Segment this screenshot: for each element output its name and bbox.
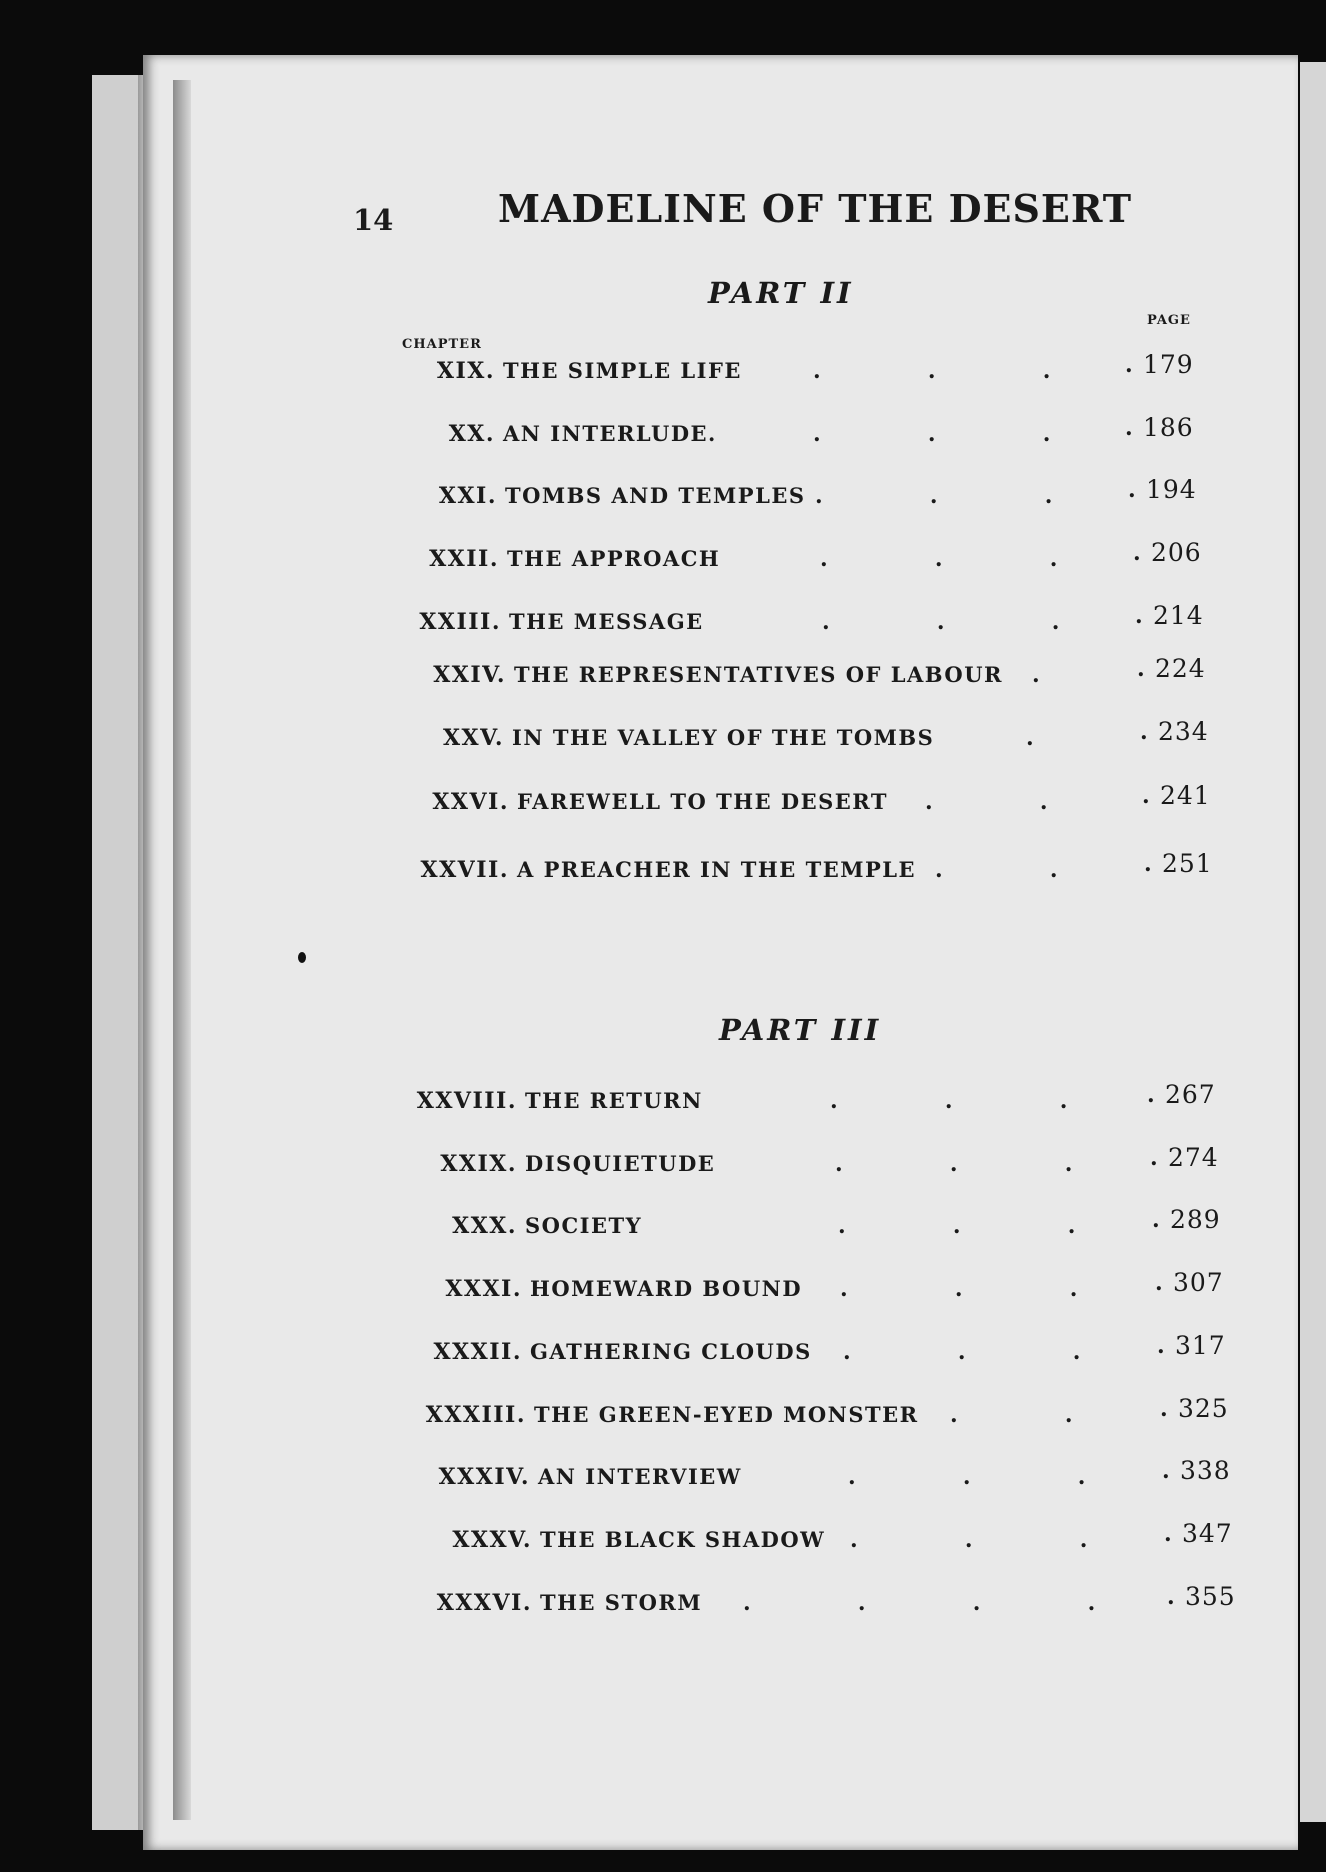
chapter-page-number: 325 [1178,1394,1229,1423]
chapter-number: XXXI. [445,1276,522,1302]
chapter-title: FAREWELL TO THE DESERT [517,789,888,814]
chapter-number: XXI. [438,483,497,509]
book-page [143,55,1298,1850]
part-iii-heading: PART III [719,1013,882,1047]
chapter-title: AN INTERVIEW [538,1464,742,1489]
chapter-title: THE APPROACH [507,546,721,571]
chapter-page-number: 274 [1168,1143,1219,1172]
chapter-title: AN INTERLUDE. [503,421,717,446]
chapter-page-number: 355 [1185,1582,1236,1611]
chapter-number: XXX. [452,1213,517,1239]
leader-dots: . . [950,1402,1073,1428]
chapter-title: DISQUIETUDE [525,1151,716,1176]
page-leader-dot: . [1150,1145,1158,1171]
page-leader-dot: . [1164,1521,1172,1547]
chapter-number: XXXIII. [425,1402,526,1428]
chapter-number: XIX. [436,358,495,384]
leader-dots: . . [925,789,1048,815]
page-leader-dot: . [1128,477,1136,503]
chapter-number: XXXV. [452,1527,532,1553]
chapter-title: GATHERING CLOUDS [530,1339,812,1364]
leader-dots: . . . [813,421,1051,447]
chapter-number: XXIV. [433,662,506,688]
leader-dots: . . . [830,1088,1068,1114]
chapter-page-number: 241 [1160,781,1211,810]
chapter-title: THE MESSAGE [509,609,704,634]
leader-dots: . . . [815,483,1053,509]
page-number: 14 [353,203,394,237]
chapter-page-number: 206 [1151,538,1202,567]
chapter-title: TOMBS AND TEMPLES [505,483,806,508]
chapter-number: XXVI. [432,789,509,815]
leader-dots: . . . [822,609,1060,635]
page-leader-dot: . [1167,1584,1175,1610]
chapter-number: XXVII. [420,857,509,883]
page-leader-dot: . [1125,415,1133,441]
leader-dots: . [1032,662,1040,688]
chapter-title: THE GREEN-EYED MONSTER [534,1402,919,1427]
leader-dots: . . [935,857,1058,883]
leader-dots: . . . [840,1276,1078,1302]
chapter-number: XX. [448,421,495,447]
leader-dots: . . . [838,1213,1076,1239]
page-binding-shadow [173,80,191,1820]
ink-speck [298,952,306,963]
chapter-page-number: 317 [1175,1331,1226,1360]
page-leader-dot: . [1147,1082,1155,1108]
chapter-page-number: 347 [1182,1519,1233,1548]
chapter-title: A PREACHER IN THE TEMPLE [517,857,917,882]
chapter-page-number: 224 [1155,654,1206,683]
book-title: MADELINE OF THE DESERT [498,186,1133,231]
chapter-title: THE RETURN [525,1088,703,1113]
chapter-page-number: 186 [1143,413,1194,442]
leader-dots: . . . [835,1151,1073,1177]
leader-dots: . . . . [743,1590,1096,1616]
chapter-number: XXV. [442,725,504,751]
leader-dots: . . . [813,358,1051,384]
chapter-column-label: CHAPTER [402,337,482,352]
chapter-number: XXXVI. [436,1590,532,1616]
chapter-title: THE STORM [540,1590,703,1615]
chapter-page-number: 338 [1180,1456,1231,1485]
page-leader-dot: . [1135,603,1143,629]
chapter-page-number: 267 [1165,1080,1216,1109]
leader-dots: . . . [820,546,1058,572]
chapter-title: IN THE VALLEY OF THE TOMBS [512,725,935,750]
chapter-page-number: 289 [1170,1205,1221,1234]
chapter-page-number: 251 [1162,849,1213,878]
chapter-number: XXIX. [440,1151,517,1177]
page-leader-dot: . [1144,851,1152,877]
chapter-number: XXVIII. [416,1088,517,1114]
chapter-title: THE BLACK SHADOW [540,1527,826,1552]
chapter-number: XXXIV. [438,1464,530,1490]
page-leader-dot: . [1160,1396,1168,1422]
page-leader-dot: . [1157,1333,1165,1359]
part-ii-heading: PART II [708,276,854,310]
page-leader-dot: . [1142,783,1150,809]
chapter-number: XXIII. [419,609,501,635]
leader-dots: . . . [843,1339,1081,1365]
chapter-page-number: 179 [1143,350,1194,379]
next-page-edge [1300,62,1326,1822]
page-leader-dot: . [1125,352,1133,378]
leader-dots: . [1026,725,1034,751]
page-leader-dot: . [1162,1458,1170,1484]
chapter-title: SOCIETY [525,1213,643,1238]
chapter-page-number: 194 [1146,475,1197,504]
chapter-page-number: 234 [1158,717,1209,746]
chapter-title: THE SIMPLE LIFE [503,358,742,383]
page-leader-dot: . [1152,1207,1160,1233]
chapter-title: HOMEWARD BOUND [530,1276,803,1301]
chapter-number: XXII. [429,546,499,572]
leader-dots: . . . [848,1464,1086,1490]
leader-dots: . . . [850,1527,1088,1553]
chapter-page-number: 214 [1153,601,1204,630]
page-leader-dot: . [1140,719,1148,745]
chapter-page-number: 307 [1173,1268,1224,1297]
chapter-title: THE REPRESENTATIVES OF LABOUR [514,662,1003,687]
page-column-label: PAGE [1147,313,1191,328]
chapter-number: XXXII. [433,1339,522,1365]
page-leader-dot: . [1155,1270,1163,1296]
page-leader-dot: . [1133,540,1141,566]
page-leader-dot: . [1137,656,1145,682]
